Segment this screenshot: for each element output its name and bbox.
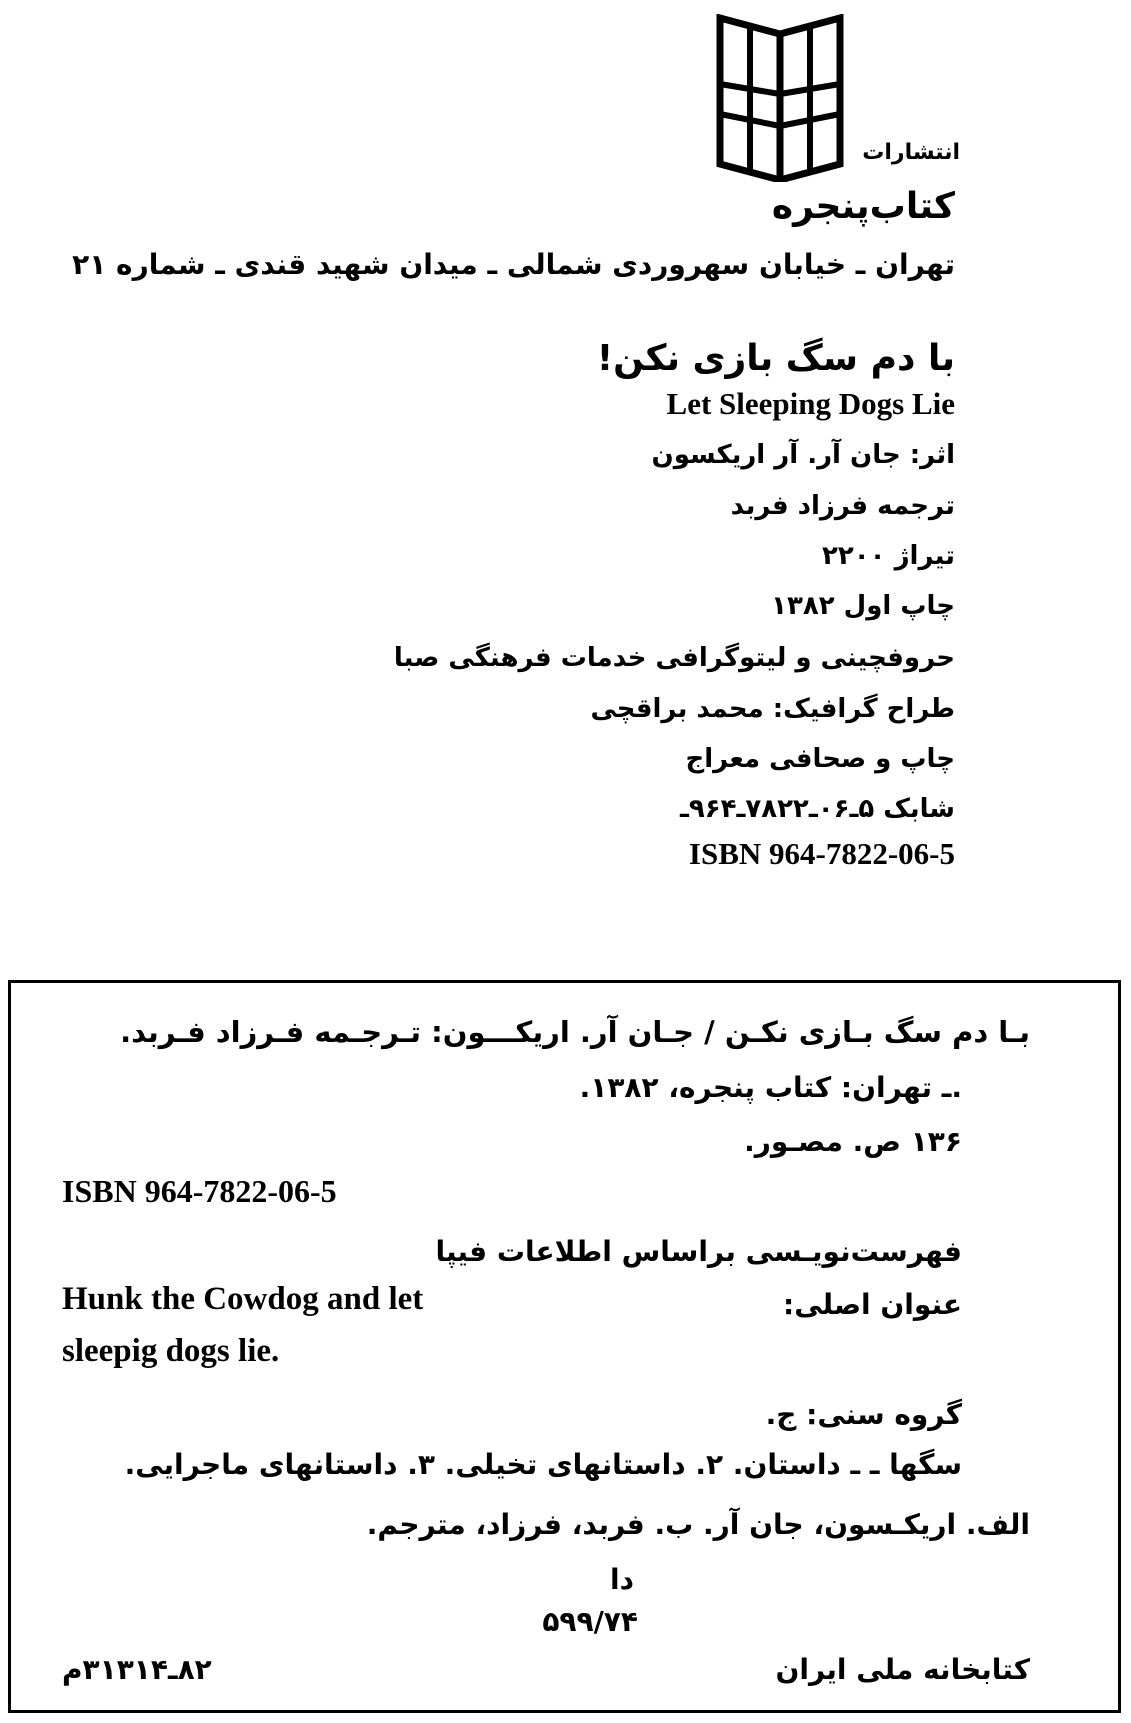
cip-line-pages: ۱۳۶ ص. مصـور. — [744, 1125, 962, 1158]
cip-class-number: ۵۹۹/۷۴ — [542, 1605, 638, 1638]
cip-original-title-en-line1: Hunk the Cowdog and let — [62, 1281, 424, 1317]
cip-line-title: بـا دم سگ بـازی نکـن / جـان آر. اریکـــون: تـرجـمه فـرزاد فـربد. — [120, 1015, 1030, 1049]
book-title-en: Let Sleeping Dogs Lie — [666, 386, 955, 421]
book-typesetting: حروفچینی و لیتوگرافی خدمات فرهنگی صبا — [393, 643, 955, 673]
book-title-fa: با دم سگ بازی نکن! — [596, 338, 955, 379]
window-book-logo-icon — [716, 14, 844, 182]
cip-fipa-note: فهرست‌نویـسی براساس اطلاعات فیپا — [435, 1235, 962, 1268]
cip-subjects: سگها ـ ـ داستان. ۲. داستانهای تخیلی. ۳. داستانهای ماجرایی. — [124, 1448, 962, 1481]
cip-line-publication: .ـ تهران: کتاب پنجره، ۱۳۸۲. — [579, 1071, 962, 1104]
cip-age-group: گروه سنی: ج. — [765, 1398, 962, 1431]
publisher-name: کتاب‌پنجره — [771, 186, 955, 227]
cip-library-name: کتابخانه ملی ایران — [775, 1653, 1030, 1686]
cip-isbn: ISBN 964-7822-06-5 — [62, 1173, 337, 1209]
book-translator: ترجمه فرزاد فربد — [730, 491, 955, 521]
cip-original-title-en-line2: sleepig dogs lie. — [62, 1333, 280, 1369]
publisher-address: تهران ـ خیابان سهروردی شمالی ـ میدان شهید قندی ـ شماره ۲۱ — [72, 248, 955, 281]
book-edition: چاپ اول ۱۳۸۲ — [771, 591, 955, 621]
cip-class-letters: دا — [610, 1563, 634, 1596]
publisher-label-small: انتشارات — [862, 140, 960, 165]
cip-catalog-box — [8, 980, 1121, 1713]
book-designer: طراح گرافیک: محمد براقچی — [590, 694, 955, 724]
book-author: اثر: جان آر. آر اریکسون — [651, 440, 955, 470]
cip-original-title-label: عنوان اصلی: — [783, 1288, 962, 1321]
book-printing: چاپ و صحافی معراج — [685, 744, 955, 774]
cip-added-entries: الف. اریکـسون، جان آر. ب. فربد، فرزاد، مترجم. — [366, 1508, 1030, 1541]
book-isbn: ISBN 964-7822-06-5 — [688, 836, 955, 871]
book-print-run: تیراژ ۲۲۰۰ — [822, 541, 955, 571]
cip-library-number: ۸۲ـ۳۱۳۱۴م — [62, 1653, 212, 1686]
book-shabak: شابک ۵ـ۰۶ـ۷۸۲۲ـ۹۶۴ـ — [679, 794, 955, 824]
